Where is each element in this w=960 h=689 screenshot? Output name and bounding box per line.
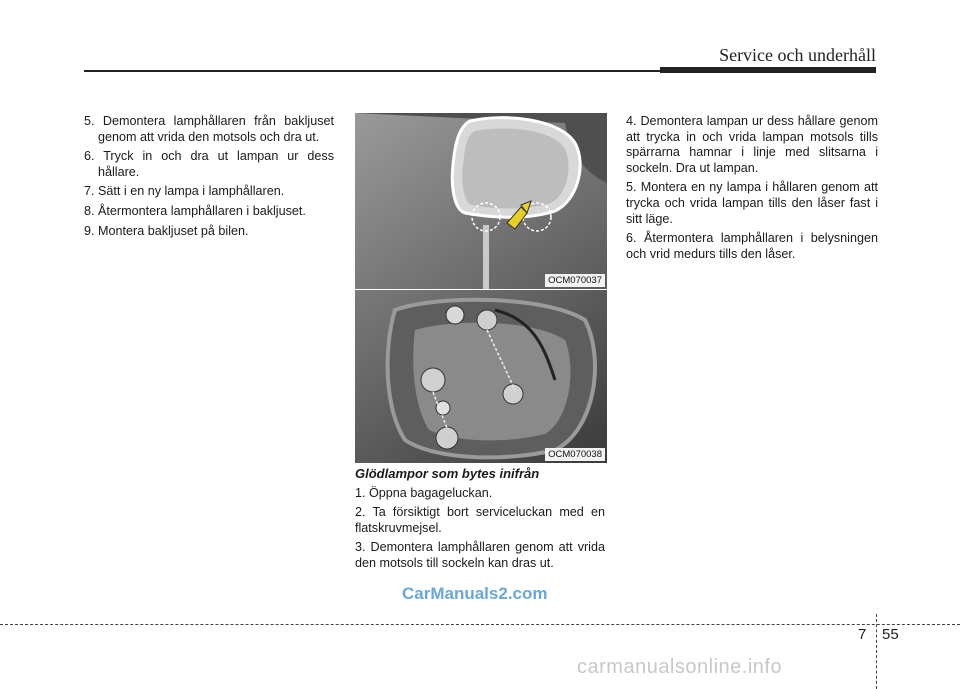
step-6-left: 6. Tryck in och dra ut lampan ur dess hållare.	[84, 149, 334, 179]
step-3-mid: 3. Demontera lamphållaren genom att vrida den motsols till sockeln kan dras ut.	[355, 540, 605, 570]
figure-code-bottom: OCM070038	[545, 448, 605, 461]
step-6-right: 6. Återmontera lamphållaren i belysningen och vrid medurs tills den låser.	[626, 231, 878, 261]
figure-code-top: OCM070037	[545, 274, 605, 287]
step-2-mid: 2. Ta försiktigt bort serviceluckan med en flatskruvmejsel.	[355, 505, 605, 535]
header-rule-thin	[84, 70, 662, 72]
footer-site-watermark: carmanualsonline.info	[577, 656, 783, 678]
step-8-left: 8. Återmontera lamphållaren i bakljuset.	[84, 203, 306, 218]
step-1-mid: 1. Öppna bagageluckan.	[355, 485, 493, 500]
watermark-logo: CarManuals2.com	[402, 584, 548, 603]
chapter-number: 7	[858, 626, 867, 643]
section-subheading: Glödlampor som bytes inifrån	[355, 466, 540, 481]
step-7-left: 7. Sätt i en ny lampa i lamphållaren.	[84, 184, 285, 199]
footer-vertical-rule	[876, 614, 877, 689]
step-4-right: 4. Demontera lampan ur dess hållare genom att trycka in och vrida lampan motsols tills spärrarna hamnar i linje med slitsarna i sockeln. Dra ut lampan.	[626, 114, 878, 175]
bulb-socket-illustration	[355, 290, 607, 463]
figure-bulb-socket	[355, 290, 607, 463]
page-number: 55	[882, 626, 899, 643]
footer-dashed-rule	[0, 624, 960, 625]
column-middle	[355, 466, 605, 576]
step-5-left: 5. Demontera lamphållaren från bakljuset genom att vrida den motsols och dra ut.	[84, 114, 334, 144]
tail-light-illustration	[355, 113, 607, 289]
column-right	[626, 114, 878, 266]
column-left	[84, 114, 334, 243]
header-title: Service och underhåll	[719, 45, 876, 65]
figure-tail-light-back	[355, 113, 607, 289]
header-rule-thick	[660, 67, 876, 73]
step-5-right: 5. Montera en ny lampa i hållaren genom att trycka och vrida lampan tills den låser fast i sitt läge.	[626, 180, 878, 226]
step-9-left: 9. Montera bakljuset på bilen.	[84, 223, 249, 238]
